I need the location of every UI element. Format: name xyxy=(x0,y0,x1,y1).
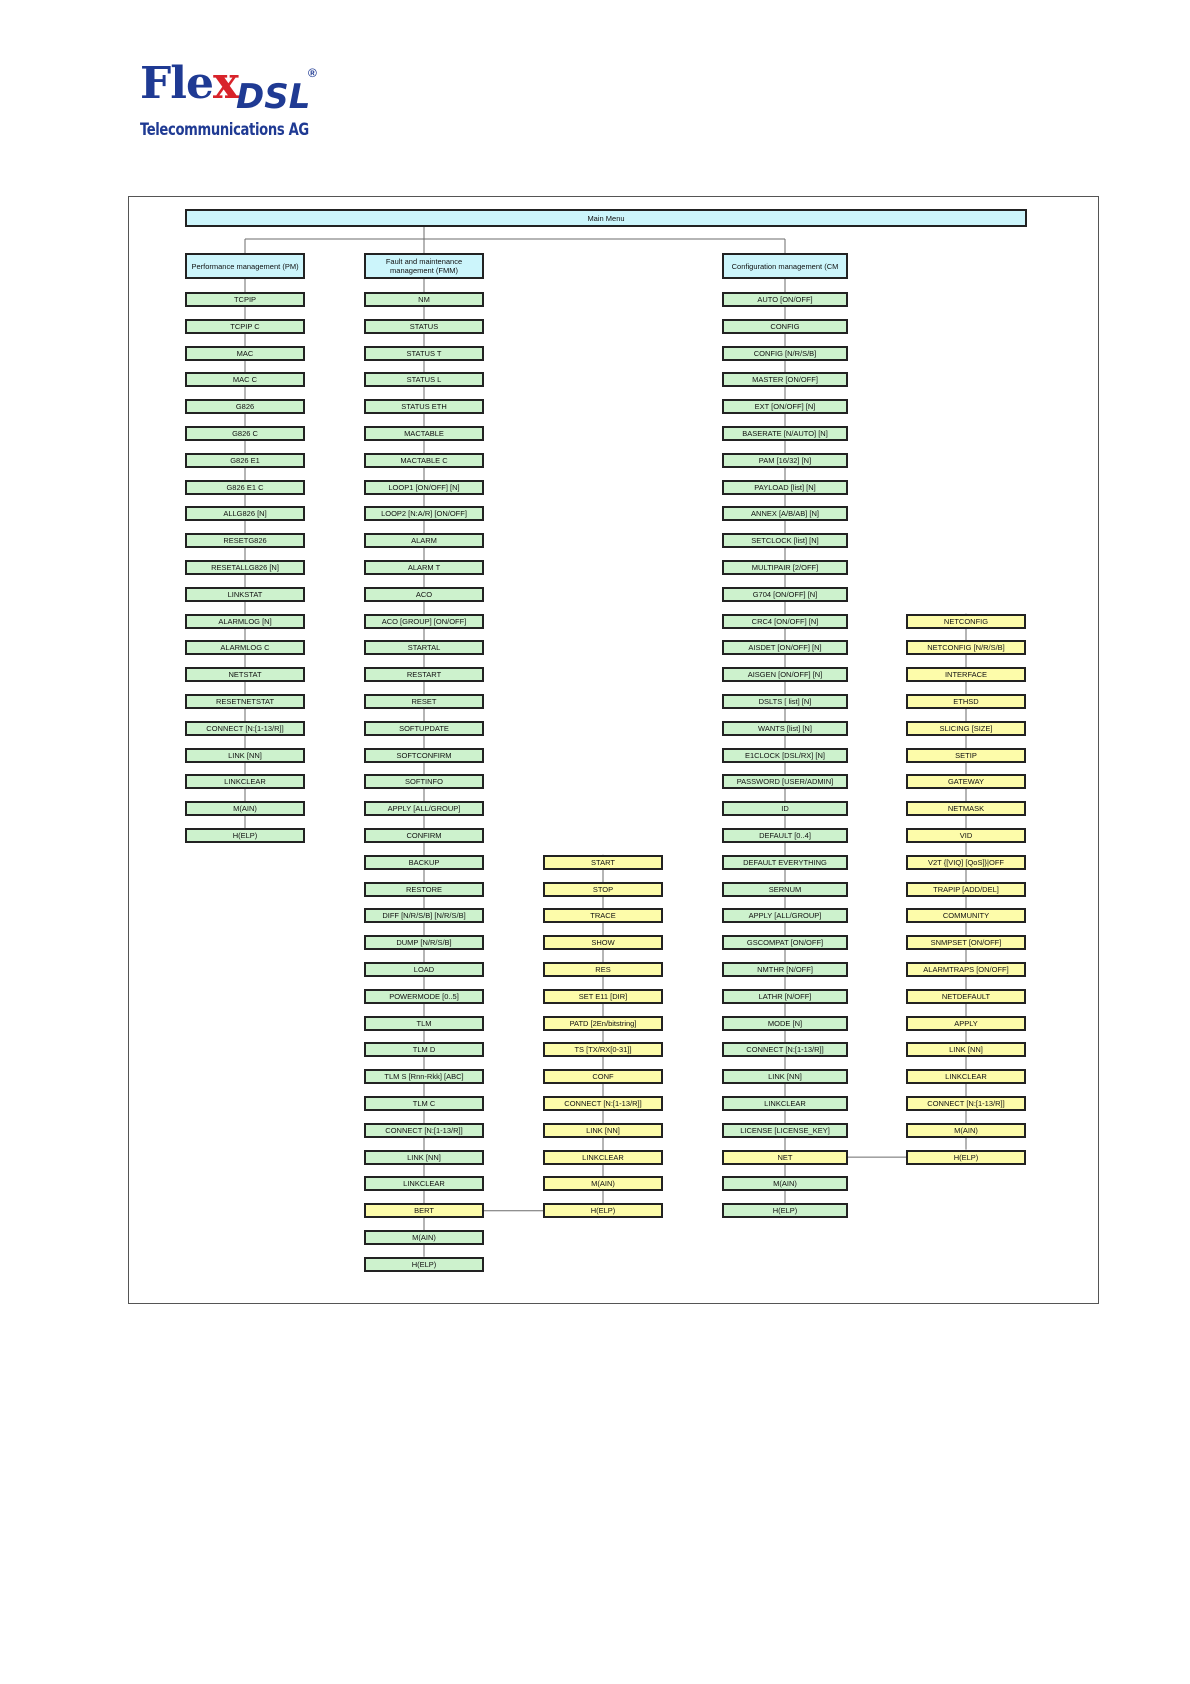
menu-item-1-14 xyxy=(364,667,484,682)
menu-item-2-13-label: H(ELP) xyxy=(590,1206,616,1216)
menu-item-3-20-label: DEFAULT [0..4] xyxy=(759,831,811,840)
menu-item-1-18-label: SOFTINFO xyxy=(405,777,443,787)
menu-item-3-24-label: GSCOMPAT [ON/OFF] xyxy=(746,938,824,948)
menu-item-4-6-label: GATEWAY xyxy=(947,777,985,787)
menu-item-1-31-label: CONNECT [N:[1-13/R]] xyxy=(385,1125,463,1135)
menu-item-3-17-label: E1CLOCK [DSL/RX] [N] xyxy=(744,750,826,760)
menu-item-1-33-label: LINKCLEAR xyxy=(403,1179,445,1189)
menu-item-3-16 xyxy=(722,721,848,736)
menu-item-4-10 xyxy=(906,882,1026,897)
menu-item-0-15 xyxy=(185,694,305,709)
menu-item-4-13-label: ALARMTRAPS [ON/OFF] xyxy=(923,965,1009,974)
menu-item-0-14-label: NETSTAT xyxy=(228,670,262,680)
menu-item-3-27 xyxy=(722,1016,848,1031)
menu-item-1-15-label: RESET xyxy=(411,697,437,706)
menu-item-0-18 xyxy=(185,774,305,789)
menu-item-3-0-label: AUTO [ON/OFF] xyxy=(757,295,813,304)
menu-item-4-19 xyxy=(906,1123,1026,1138)
menu-item-2-7 xyxy=(543,1042,663,1057)
menu-item-0-2-label: MAC xyxy=(236,348,254,358)
menu-item-1-28-label: TLM D xyxy=(412,1045,436,1055)
menu-item-3-2-label: CONFIG [N/R/S/B] xyxy=(753,348,817,358)
menu-item-1-30 xyxy=(364,1096,484,1111)
menu-item-3-32-label: NET xyxy=(777,1152,793,1162)
menu-item-2-8 xyxy=(543,1069,663,1084)
menu-item-3-3-label: MASTER [ON/OFF] xyxy=(752,375,818,385)
menu-item-1-29-label: TLM S [Rnn-Rkk] [ABC] xyxy=(384,1072,464,1082)
menu-item-3-7 xyxy=(722,480,848,495)
menu-item-3-26 xyxy=(722,989,848,1004)
menu-item-0-15-label: RESETNETSTAT xyxy=(215,697,275,706)
menu-item-4-14-label: NETDEFAULT xyxy=(941,991,991,1001)
menu-item-1-25-label: LOAD xyxy=(413,965,435,974)
menu-item-1-34-label: BERT xyxy=(414,1206,434,1216)
menu-item-3-19-label: ID xyxy=(781,804,789,814)
flexdsl-logo xyxy=(140,58,330,152)
menu-item-3-4-label: EXT [ON/OFF] [N] xyxy=(754,402,816,412)
menu-item-3-11 xyxy=(722,587,848,602)
menu-item-1-10-label: ALARM T xyxy=(407,563,441,572)
menu-item-2-6 xyxy=(543,1016,663,1031)
menu-item-4-16 xyxy=(906,1042,1026,1057)
menu-item-2-13 xyxy=(543,1203,663,1218)
menu-item-3-30-label: LINKCLEAR xyxy=(764,1099,806,1108)
menu-item-1-35-label: M(AIN) xyxy=(412,1233,436,1242)
menu-item-2-9 xyxy=(543,1096,663,1111)
menu-item-0-13-label: ALARMLOG C xyxy=(220,643,270,653)
menu-item-1-5 xyxy=(364,426,484,441)
menu-item-3-13 xyxy=(722,640,848,655)
menu-item-0-4-label: G826 xyxy=(235,402,255,412)
menu-item-3-32 xyxy=(722,1150,848,1165)
menu-item-1-8 xyxy=(364,506,484,521)
menu-item-2-2 xyxy=(543,908,663,923)
menu-item-3-1 xyxy=(722,319,848,334)
menu-item-1-24 xyxy=(364,935,484,950)
menu-item-1-23-label: DIFF [N/R/S/B] [N/R/S/B] xyxy=(382,911,466,921)
menu-item-2-1 xyxy=(543,882,663,897)
menu-item-4-0-label: NETCONFIG xyxy=(943,616,989,626)
menu-item-1-23 xyxy=(364,908,484,923)
menu-item-1-34 xyxy=(364,1203,484,1218)
menu-item-1-12-label: ACO [GROUP] [ON/OFF] xyxy=(381,616,467,626)
menu-item-4-20-label: H(ELP) xyxy=(953,1152,979,1162)
menu-item-4-11-label: COMMUNITY xyxy=(942,911,990,921)
menu-item-1-25 xyxy=(364,962,484,977)
menu-item-1-9 xyxy=(364,533,484,548)
menu-item-0-7 xyxy=(185,480,305,495)
menu-item-3-8 xyxy=(722,506,848,521)
menu-item-3-20 xyxy=(722,828,848,843)
column-header-3 xyxy=(722,253,848,279)
menu-item-1-20 xyxy=(364,828,484,843)
menu-item-1-2-label: STATUS T xyxy=(406,348,442,358)
menu-item-0-0 xyxy=(185,292,305,307)
menu-item-3-13-label: AISDET [ON/OFF] [N] xyxy=(748,643,822,653)
menu-item-0-3 xyxy=(185,372,305,387)
main-menu-node-label: Main Menu xyxy=(587,213,625,223)
menu-item-1-16 xyxy=(364,721,484,736)
menu-item-2-3-label: SHOW xyxy=(591,938,615,948)
menu-item-0-17-label: LINK [NN] xyxy=(228,750,262,760)
menu-item-0-9-label: RESETG826 xyxy=(223,536,267,546)
menu-item-1-3-label: STATUS L xyxy=(406,375,442,385)
menu-item-4-16-label: LINK [NN] xyxy=(949,1045,983,1055)
menu-item-1-6-label: MACTABLE C xyxy=(400,455,448,465)
menu-item-4-17-label: LINKCLEAR xyxy=(945,1072,987,1082)
menu-item-4-15-label: APPLY xyxy=(954,1018,978,1028)
menu-item-4-0 xyxy=(906,614,1026,629)
menu-item-1-21 xyxy=(364,855,484,870)
menu-item-1-32-label: LINK [NN] xyxy=(407,1152,441,1162)
menu-item-3-10 xyxy=(722,560,848,575)
menu-item-1-31 xyxy=(364,1123,484,1138)
menu-item-0-6-label: G826 E1 xyxy=(230,455,260,465)
menu-item-2-12-label: M(AIN) xyxy=(591,1179,615,1189)
menu-item-1-16-label: SOFTUPDATE xyxy=(399,723,449,733)
menu-item-1-14-label: RESTART xyxy=(406,670,442,680)
menu-item-1-32 xyxy=(364,1150,484,1165)
menu-item-0-20 xyxy=(185,828,305,843)
menu-item-1-11-label: ACO xyxy=(415,589,433,599)
menu-item-3-9-label: SETCLOCK [list] [N] xyxy=(751,536,819,546)
menu-item-2-5-label: SET E11 [DIR] xyxy=(578,991,628,1001)
menu-item-1-1-label: STATUS xyxy=(409,321,439,331)
menu-item-2-12 xyxy=(543,1176,663,1191)
menu-item-2-10 xyxy=(543,1123,663,1138)
menu-item-4-7-label: NETMASK xyxy=(947,804,985,814)
menu-item-1-20-label: CONFIRM xyxy=(406,831,442,840)
menu-item-3-30 xyxy=(722,1096,848,1111)
menu-item-0-6 xyxy=(185,453,305,468)
menu-item-1-17-label: SOFTCONFIRM xyxy=(396,750,452,760)
menu-item-3-21 xyxy=(722,855,848,870)
menu-item-1-19-label: APPLY [ALL/GROUP] xyxy=(387,804,461,814)
menu-item-2-10-label: LINK [NN] xyxy=(586,1125,620,1135)
menu-item-4-4-label: SLICING [SIZE] xyxy=(939,723,993,733)
menu-item-3-8-label: ANNEX [A/B/AB] [N] xyxy=(751,509,819,519)
menu-item-0-14 xyxy=(185,667,305,682)
main-menu-node xyxy=(185,209,1027,227)
menu-item-3-6-label: PAM [16/32] [N] xyxy=(758,455,812,465)
menu-item-1-10 xyxy=(364,560,484,575)
menu-item-0-11-label: LINKSTAT xyxy=(227,589,263,599)
menu-item-0-10 xyxy=(185,560,305,575)
menu-item-1-5-label: MACTABLE xyxy=(404,429,444,438)
menu-item-3-34 xyxy=(722,1203,848,1218)
menu-item-1-11 xyxy=(364,587,484,602)
menu-item-4-11 xyxy=(906,908,1026,923)
menu-item-0-16-label: CONNECT [N:[1-13/R]] xyxy=(206,723,284,733)
menu-item-1-27 xyxy=(364,1016,484,1031)
menu-item-0-20-label: H(ELP) xyxy=(232,831,258,840)
menu-item-1-13-label: STARTAL xyxy=(407,643,441,653)
menu-item-3-24 xyxy=(722,935,848,950)
menu-item-3-21-label: DEFAULT EVERYTHING xyxy=(743,857,827,867)
menu-item-2-0-label: START xyxy=(591,857,615,867)
menu-item-1-4 xyxy=(364,399,484,414)
menu-item-3-6 xyxy=(722,453,848,468)
menu-item-1-4-label: STATUS ETH xyxy=(401,402,447,412)
menu-item-0-3-label: MAC C xyxy=(232,375,258,385)
menu-item-0-1-label: TCPIP C xyxy=(230,321,260,331)
menu-item-1-3 xyxy=(364,372,484,387)
menu-item-1-27-label: TLM xyxy=(416,1018,432,1028)
menu-item-3-25 xyxy=(722,962,848,977)
menu-item-4-14 xyxy=(906,989,1026,1004)
menu-item-4-18 xyxy=(906,1096,1026,1111)
menu-item-3-2 xyxy=(722,346,848,361)
menu-item-0-12 xyxy=(185,614,305,629)
menu-item-3-23-label: APPLY [ALL/GROUP] xyxy=(748,911,822,921)
menu-item-4-3-label: ETHSD xyxy=(953,697,979,706)
menu-item-1-6 xyxy=(364,453,484,468)
menu-item-0-19 xyxy=(185,801,305,816)
menu-item-4-10-label: TRAPIP [ADD/DEL] xyxy=(933,884,999,894)
menu-item-1-17 xyxy=(364,748,484,763)
menu-item-3-15-label: DSLTS [ list] [N] xyxy=(758,697,812,706)
menu-item-4-9-label: V2T {[VIQ] [QoS]}|OFF xyxy=(927,857,1004,867)
menu-item-3-31-label: LICENSE [LICENSE_KEY] xyxy=(740,1125,830,1135)
menu-item-1-28 xyxy=(364,1042,484,1057)
menu-item-3-23 xyxy=(722,908,848,923)
menu-item-3-10-label: MULTIPAIR [2/OFF] xyxy=(751,563,819,572)
menu-item-3-12-label: CRC4 [ON/OFF] [N] xyxy=(751,616,819,626)
logo-subtitle: Telecommunications AG xyxy=(140,120,309,140)
menu-item-1-7-label: LOOP1 [ON/OFF] [N] xyxy=(388,482,460,492)
menu-item-2-0 xyxy=(543,855,663,870)
menu-item-3-11-label: G704 [ON/OFF] [N] xyxy=(752,589,818,599)
menu-item-4-12 xyxy=(906,935,1026,950)
menu-item-1-7 xyxy=(364,480,484,495)
menu-item-3-28-label: CONNECT [N:[1-13/R]] xyxy=(746,1045,824,1055)
menu-item-0-10-label: RESETALLG826 [N] xyxy=(211,563,279,572)
menu-item-1-18 xyxy=(364,774,484,789)
menu-item-1-33 xyxy=(364,1176,484,1191)
menu-item-1-26 xyxy=(364,989,484,1004)
menu-item-3-22 xyxy=(722,882,848,897)
menu-item-3-19 xyxy=(722,801,848,816)
menu-item-3-15 xyxy=(722,694,848,709)
logo-registered-mark: ® xyxy=(308,66,317,80)
menu-item-1-9-label: ALARM xyxy=(411,536,437,546)
menu-item-1-26-label: POWERMODE [0..5] xyxy=(389,991,459,1001)
menu-item-0-1 xyxy=(185,319,305,334)
menu-item-2-11 xyxy=(543,1150,663,1165)
menu-item-1-8-label: LOOP2 [N:A/R] [ON/OFF] xyxy=(381,509,467,519)
menu-item-3-17 xyxy=(722,748,848,763)
menu-item-4-4 xyxy=(906,721,1026,736)
menu-item-4-17 xyxy=(906,1069,1026,1084)
menu-item-2-7-label: TS [TX/RX[0-31]] xyxy=(574,1045,632,1055)
menu-item-1-1 xyxy=(364,319,484,334)
menu-item-0-11 xyxy=(185,587,305,602)
menu-item-1-0 xyxy=(364,292,484,307)
menu-item-1-22-label: RESTORE xyxy=(405,884,443,894)
menu-item-3-14 xyxy=(722,667,848,682)
menu-item-4-6 xyxy=(906,774,1026,789)
menu-item-2-5 xyxy=(543,989,663,1004)
menu-item-2-1-label: STOP xyxy=(592,884,614,894)
menu-item-3-34-label: H(ELP) xyxy=(772,1206,798,1216)
menu-item-1-13 xyxy=(364,640,484,655)
menu-item-4-9 xyxy=(906,855,1026,870)
menu-item-3-5 xyxy=(722,426,848,441)
menu-item-1-2 xyxy=(364,346,484,361)
menu-item-4-8-label: VID xyxy=(959,831,973,840)
menu-item-4-7 xyxy=(906,801,1026,816)
menu-item-4-19-label: M(AIN) xyxy=(954,1125,978,1135)
menu-item-4-20 xyxy=(906,1150,1026,1165)
menu-item-4-2 xyxy=(906,667,1026,682)
menu-item-4-18-label: CONNECT [N:[1-13/R]] xyxy=(927,1099,1005,1108)
menu-item-0-5 xyxy=(185,426,305,441)
menu-item-3-4 xyxy=(722,399,848,414)
menu-item-1-24-label: DUMP [N/R/S/B] xyxy=(396,938,452,948)
menu-item-0-9 xyxy=(185,533,305,548)
menu-item-0-17 xyxy=(185,748,305,763)
menu-item-1-22 xyxy=(364,882,484,897)
menu-item-3-33-label: M(AIN) xyxy=(773,1179,797,1189)
menu-item-2-2-label: TRACE xyxy=(590,911,616,921)
menu-item-1-19 xyxy=(364,801,484,816)
menu-item-3-26-label: LATHR [N/OFF] xyxy=(758,991,812,1001)
menu-item-3-25-label: NMTHR [N/OFF] xyxy=(757,965,813,974)
menu-item-4-5 xyxy=(906,748,1026,763)
menu-item-1-30-label: TLM C xyxy=(412,1099,436,1108)
menu-item-2-4-label: RES xyxy=(595,965,611,974)
menu-item-3-27-label: MODE [N] xyxy=(767,1018,803,1028)
menu-item-3-18-label: PASSWORD [USER/ADMIN] xyxy=(736,777,834,787)
column-header-3-label: Configuration management (CM xyxy=(731,261,839,271)
menu-item-1-0-label: NM xyxy=(418,295,430,304)
menu-item-1-12 xyxy=(364,614,484,629)
menu-item-3-9 xyxy=(722,533,848,548)
menu-item-1-36 xyxy=(364,1257,484,1272)
menu-item-3-7-label: PAYLOAD [list] [N] xyxy=(754,482,816,492)
column-header-0-label: Performance management (PM) xyxy=(191,261,299,271)
menu-item-0-2 xyxy=(185,346,305,361)
menu-item-4-3 xyxy=(906,694,1026,709)
column-header-1-label: Fault and maintenance management (FMM) xyxy=(385,257,463,275)
menu-item-0-18-label: LINKCLEAR xyxy=(224,777,266,787)
menu-item-0-13 xyxy=(185,640,305,655)
menu-item-1-15 xyxy=(364,694,484,709)
menu-item-0-5-label: G826 C xyxy=(232,429,258,438)
menu-item-1-29 xyxy=(364,1069,484,1084)
menu-item-0-0-label: TCPIP xyxy=(233,295,257,304)
menu-item-1-35 xyxy=(364,1230,484,1245)
menu-item-3-29-label: LINK [NN] xyxy=(768,1072,802,1082)
menu-item-0-12-label: ALARMLOG [N] xyxy=(218,616,272,626)
menu-item-0-8-label: ALLG826 [N] xyxy=(223,509,267,519)
menu-item-1-36-label: H(ELP) xyxy=(411,1259,437,1269)
menu-item-3-1-label: CONFIG xyxy=(770,321,800,331)
menu-item-4-15 xyxy=(906,1016,1026,1031)
menu-item-4-1 xyxy=(906,640,1026,655)
menu-item-0-19-label: M(AIN) xyxy=(233,804,257,814)
menu-item-4-5-label: SETIP xyxy=(955,750,977,760)
menu-item-0-7-label: G826 E1 C xyxy=(226,482,264,492)
menu-item-0-16 xyxy=(185,721,305,736)
menu-item-3-28 xyxy=(722,1042,848,1057)
menu-item-3-16-label: WANTS [list] [N] xyxy=(758,723,812,733)
menu-item-4-13 xyxy=(906,962,1026,977)
menu-item-3-33 xyxy=(722,1176,848,1191)
menu-item-3-12 xyxy=(722,614,848,629)
menu-item-4-2-label: INTERFACE xyxy=(944,670,988,680)
menu-item-0-4 xyxy=(185,399,305,414)
menu-item-2-9-label: CONNECT [N:[1-13/R]] xyxy=(564,1099,642,1108)
menu-item-3-5-label: BASERATE [N/AUTO] [N] xyxy=(742,429,828,438)
menu-item-4-1-label: NETCONFIG [N/R/S/B] xyxy=(927,643,1005,653)
logo-flex-text: Flex xyxy=(140,58,239,109)
menu-item-2-11-label: LINKCLEAR xyxy=(582,1152,624,1162)
menu-item-3-3 xyxy=(722,372,848,387)
menu-item-4-12-label: SNMPSET [ON/OFF] xyxy=(930,938,1002,948)
menu-item-2-4 xyxy=(543,962,663,977)
column-header-1 xyxy=(364,253,484,279)
column-header-0 xyxy=(185,253,305,279)
menu-item-3-29 xyxy=(722,1069,848,1084)
menu-item-0-8 xyxy=(185,506,305,521)
menu-item-3-18 xyxy=(722,774,848,789)
menu-item-1-21-label: BACKUP xyxy=(408,857,440,867)
menu-item-3-22-label: SERNUM xyxy=(768,884,802,894)
menu-item-2-6-label: PATD [2En/bitstring] xyxy=(569,1018,637,1028)
menu-item-2-8-label: CONF xyxy=(592,1072,614,1082)
menu-item-2-3 xyxy=(543,935,663,950)
menu-item-3-14-label: AISGEN [ON/OFF] [N] xyxy=(747,670,823,680)
menu-item-3-0 xyxy=(722,292,848,307)
logo-dsl-text: DSL xyxy=(236,77,311,117)
menu-item-4-8 xyxy=(906,828,1026,843)
menu-item-3-31 xyxy=(722,1123,848,1138)
